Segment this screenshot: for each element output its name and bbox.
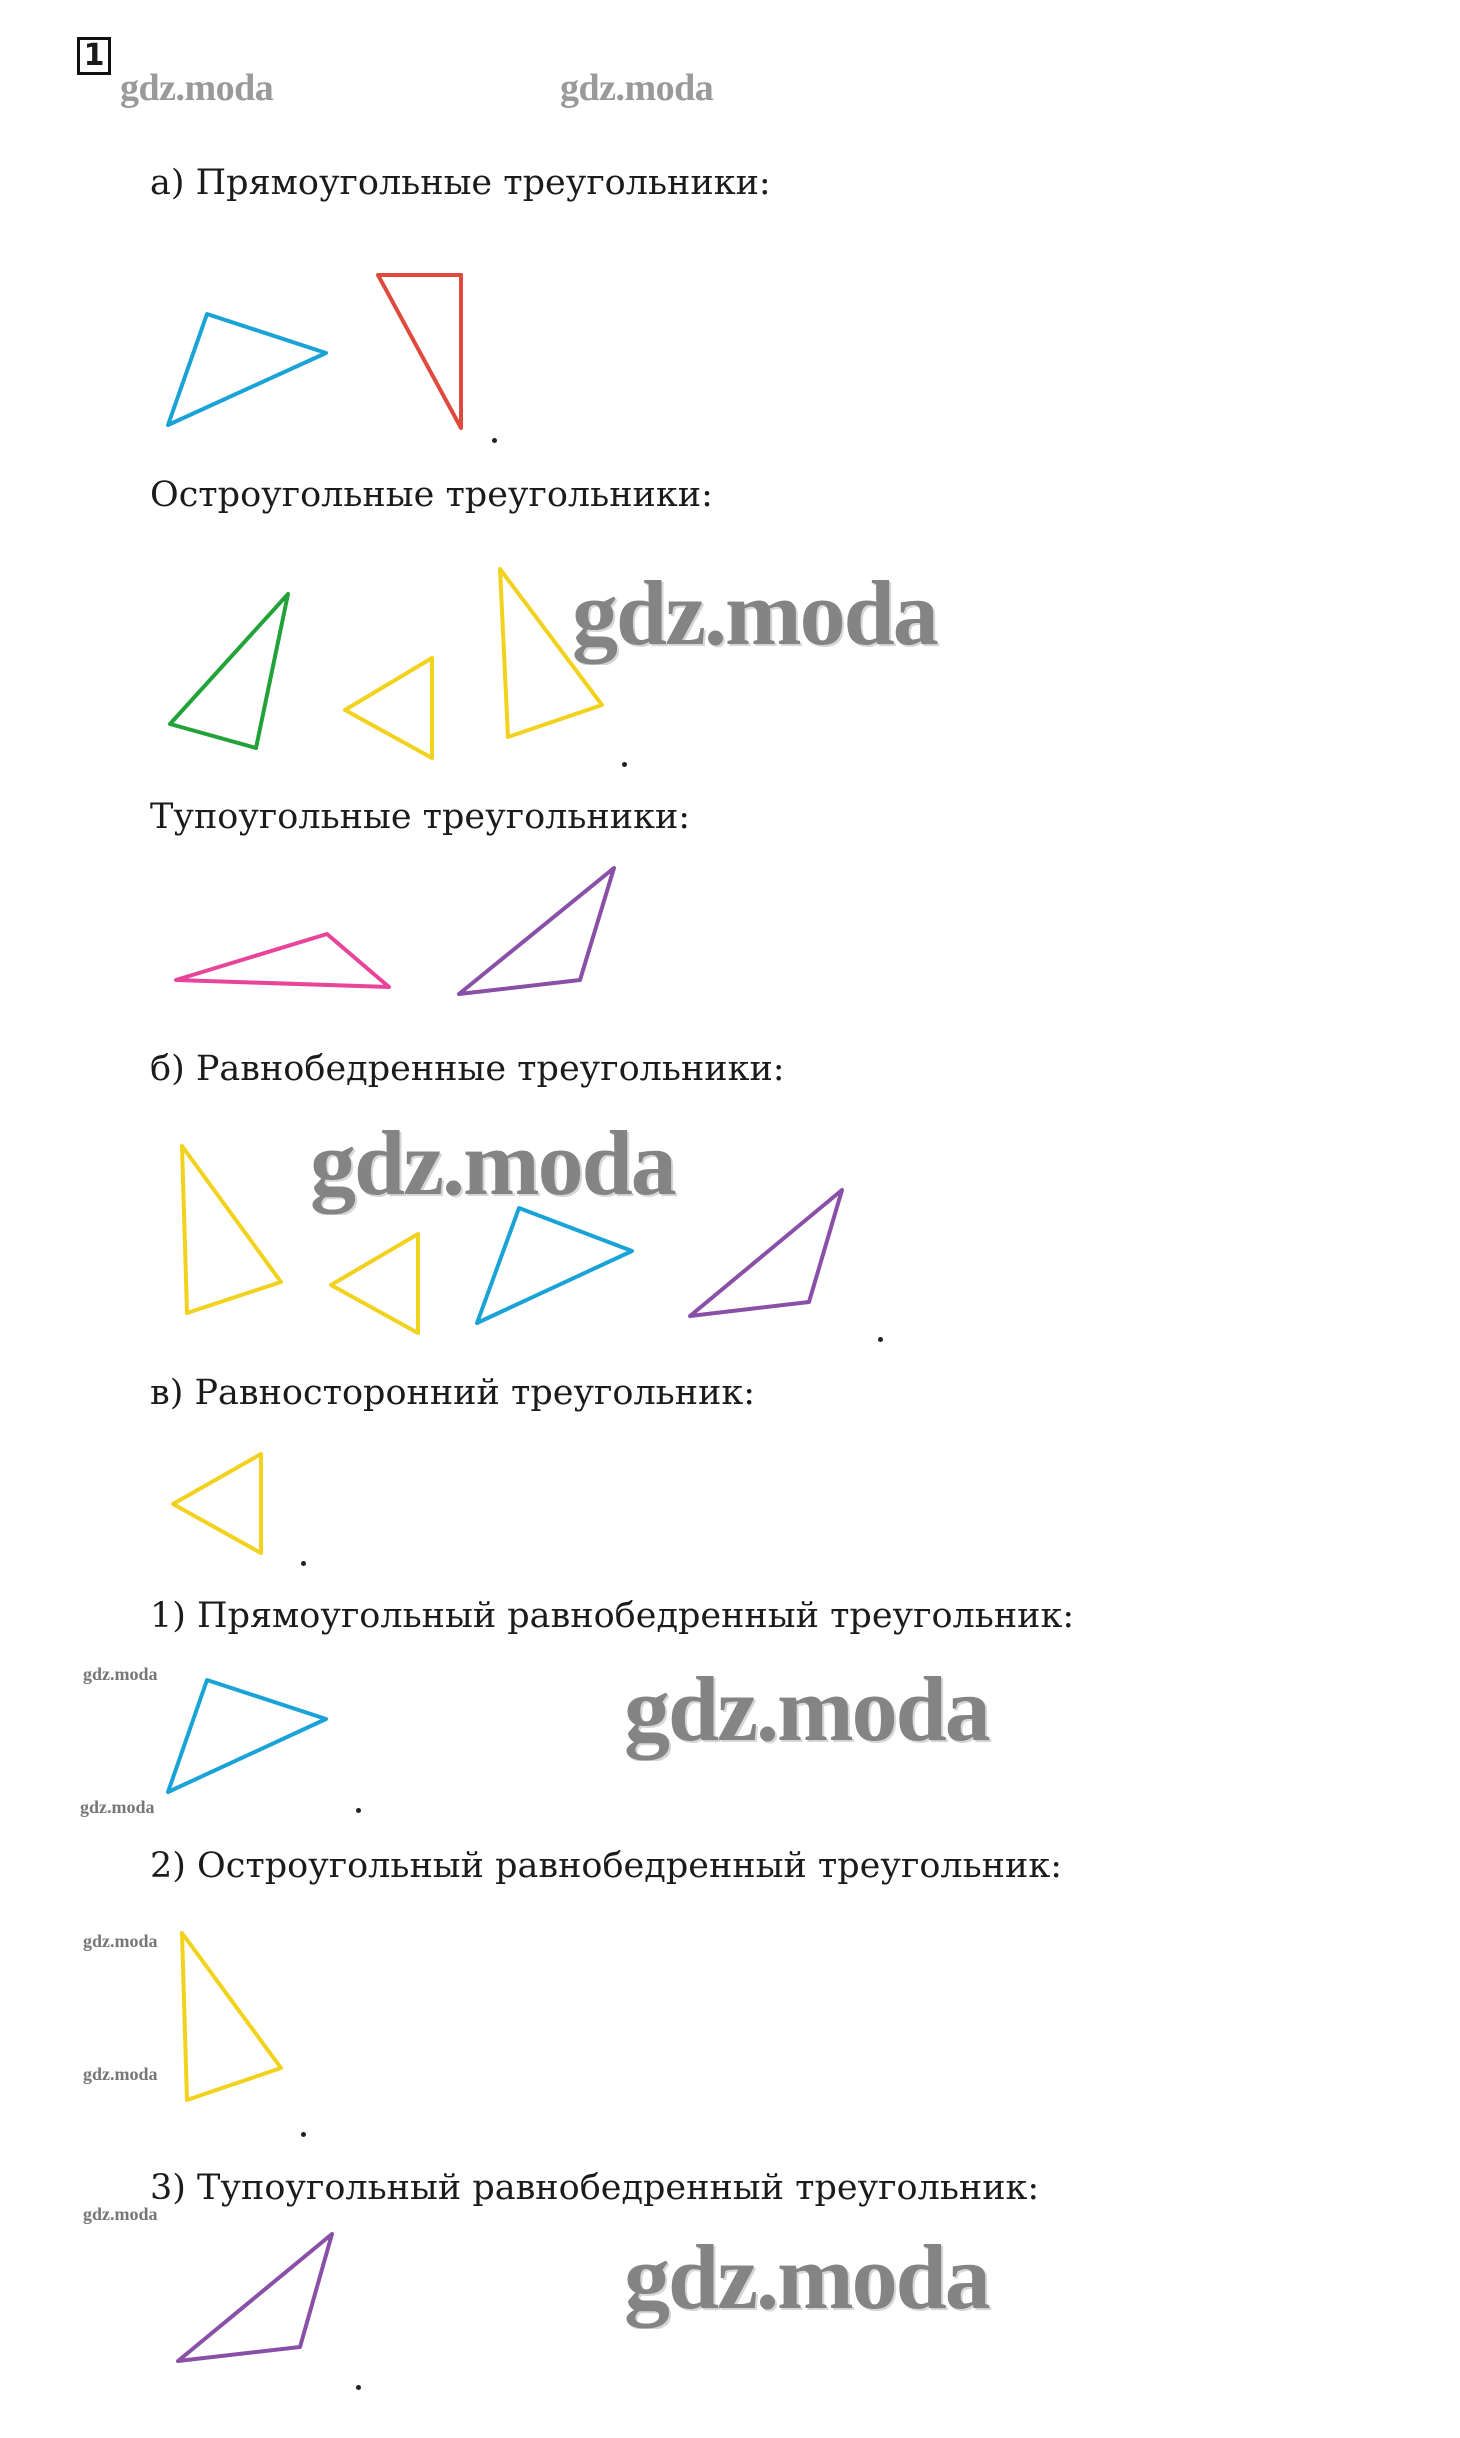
triangle-red-right (378, 275, 461, 428)
period-dot (356, 1808, 361, 1813)
watermark: gdz.moda (624, 1658, 989, 1760)
triangle-blue-isosceles (477, 1208, 632, 1323)
watermark: gdz.moda (572, 562, 937, 664)
triangle-purple-isosceles (690, 1190, 842, 1316)
period-dot (301, 1561, 306, 1566)
triangle-yellow-acute-isosceles (182, 1933, 281, 2100)
heading-isosceles-triangles: б) Равнобедренные треугольники: (150, 1049, 785, 1089)
heading-right-triangles: а) Прямоугольные треугольники: (150, 163, 771, 203)
triangle-yellow-isosceles (331, 1234, 418, 1333)
triangle-pink-obtuse (176, 934, 389, 987)
period-dot (301, 2132, 306, 2137)
triangle-purple-obtuse-isosceles (178, 2234, 332, 2361)
watermark: gdz.moda (83, 2064, 158, 2084)
watermark: gdz.moda (560, 67, 714, 109)
period-dot (356, 2385, 361, 2390)
heading-obtuse-triangles: Тупоугольные треугольники: (150, 797, 691, 837)
period-dot (622, 762, 627, 767)
heading-acute-isosceles: 2) Остроугольный равнобедренный треугольник: (150, 1846, 1062, 1886)
heading-equilateral-triangle: в) Равносторонний треугольник: (150, 1373, 756, 1413)
triangle-blue-right-isosceles (168, 1680, 326, 1792)
heading-obtuse-isosceles: 3) Тупоугольный равнобедренный треугольник: (150, 2168, 1040, 2208)
watermark: gdz.moda (310, 1112, 675, 1214)
heading-acute-triangles: Остроугольные треугольники: (150, 475, 713, 515)
period-dot (878, 1337, 883, 1342)
triangle-yellow-isosceles (182, 1146, 281, 1313)
triangle-purple-obtuse (459, 868, 614, 994)
heading-right-isosceles: 1) Прямоугольный равнобедренный треугольник: (150, 1596, 1075, 1636)
period-dot (492, 438, 497, 443)
watermark: gdz.moda (83, 1664, 158, 1684)
triangle-blue-right (168, 314, 326, 425)
watermark: gdz.moda (624, 2226, 989, 2328)
watermark: gdz.moda (83, 2204, 158, 2224)
task-number: 1 (77, 37, 111, 75)
triangle-yellow-equilateral (173, 1454, 261, 1553)
triangle-green-acute (170, 594, 288, 748)
watermark: gdz.moda (80, 1797, 155, 1817)
watermark: gdz.moda (120, 67, 274, 109)
triangle-yellow-acute (345, 658, 432, 758)
watermark: gdz.moda (83, 1931, 158, 1951)
